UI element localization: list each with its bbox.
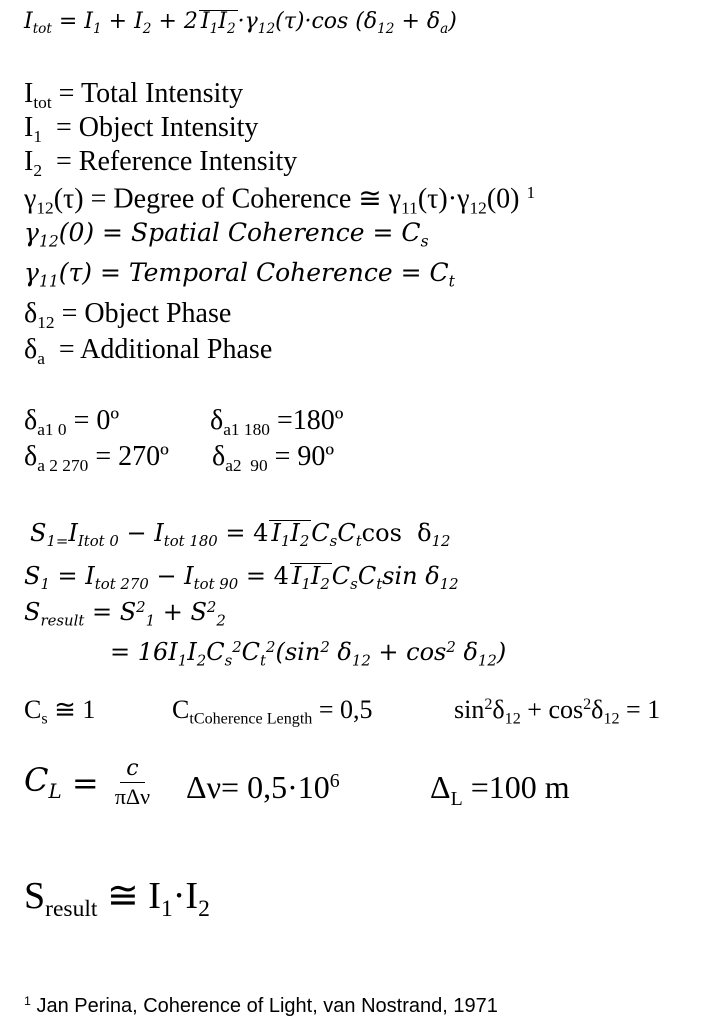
- delta-nu: $\Delta\nu= 0,5\cdot 10^6$: [186, 769, 340, 805]
- def-spatial: $\gamma_{12}(0)$ = Spatial Coherence = $C_s$: [24, 218, 429, 251]
- phase-a1-180: $\delta_{a1 180}$ =180º: [210, 405, 344, 440]
- main-formula: $I_{tot} = I_1 + I_2 + 2$ $I_1I_2\cdot\gamma_{12}(\tau)\cdot\cos$ $(\delta_{12} + \delta_a)$: [24, 9, 457, 37]
- trig-identity: $\sin^2\delta_{12} + \cos^2\delta_{12} = 1$: [454, 695, 661, 728]
- def-i2: $I_2$ = Reference Intensity: [24, 146, 298, 181]
- coherence-length-formula: $C_L$ = $\frac{c}{\text{πΔν}}$: [24, 756, 151, 809]
- def-deltaa: $\delta_a$ = Additional Phase: [24, 334, 273, 369]
- phase-a2-270: $\delta_{a 2 270}$ = 270º: [24, 441, 169, 476]
- sresult-expansion: = $16I_1I_2C_s^2C_t^2(\sin^2$ $\delta_{12} + \cos^2 \delta_{12}$): [110, 638, 507, 670]
- final-result: $S_{result}$ ≅ $I_1\cdot I_2$: [24, 875, 210, 923]
- s1-sin-line: $S_1 = I_{tot 270} - I_{tot 90} = 4$ $I_1I_2C_sC_t\sin$ $\delta_{12}$: [24, 562, 459, 594]
- def-gamma12: $\gamma_{12}(\tau)$ = Degree of Coherence ≅ $\gamma_{11}(\tau)\cdot\gamma_{12}(0)$ $^1$: [24, 183, 536, 218]
- sqrt-i1-i2: $I_1I_2$: [200, 9, 236, 37]
- fraction-c-over-pi-dnu: $\frac{c}{\text{πΔν}}$: [114, 756, 151, 809]
- sqrt-s1b: $I_1I_2$: [291, 562, 330, 594]
- s1-cos-line: $S_{1=}I_{Itot 0} - I_{tot 180} = 4$ $I_1I_2C_sC_t\cos$ $\delta_{12}$: [30, 519, 451, 551]
- phase-a1-0: $\delta_{a1 0}$ = 0º: [24, 405, 120, 440]
- footnote-ref: 1: [526, 183, 536, 202]
- sresult-line: $S_{result} = S^2_1 + S^2_2$: [24, 598, 226, 630]
- delta-l: $\Delta_L =100$ m: [430, 769, 570, 810]
- def-temporal: $\gamma_{11}(\tau)$ = Temporal Coherence = $C_t$: [24, 258, 455, 291]
- footnote-mark: 1: [24, 994, 31, 1008]
- def-delta12: $\delta_{12}$ = Object Phase: [24, 298, 232, 333]
- phase-a2-90: $\delta_{a2 90}$ = 90º: [212, 441, 335, 476]
- def-itot: $I_{tot}$ = Total Intensity: [24, 78, 244, 113]
- const-ct: $C_{tCoherence Length} = 0,5$: [172, 695, 373, 728]
- footnote: $^1$ Jan Perina, Coherence of Light, van Nostrand, 1971: [24, 994, 498, 1017]
- sqrt-s1a: $I_1I_2$: [271, 519, 310, 551]
- const-cs: $C_s$ ≅ 1: [24, 695, 96, 728]
- def-i1: $I_1$ = Object Intensity: [24, 112, 259, 147]
